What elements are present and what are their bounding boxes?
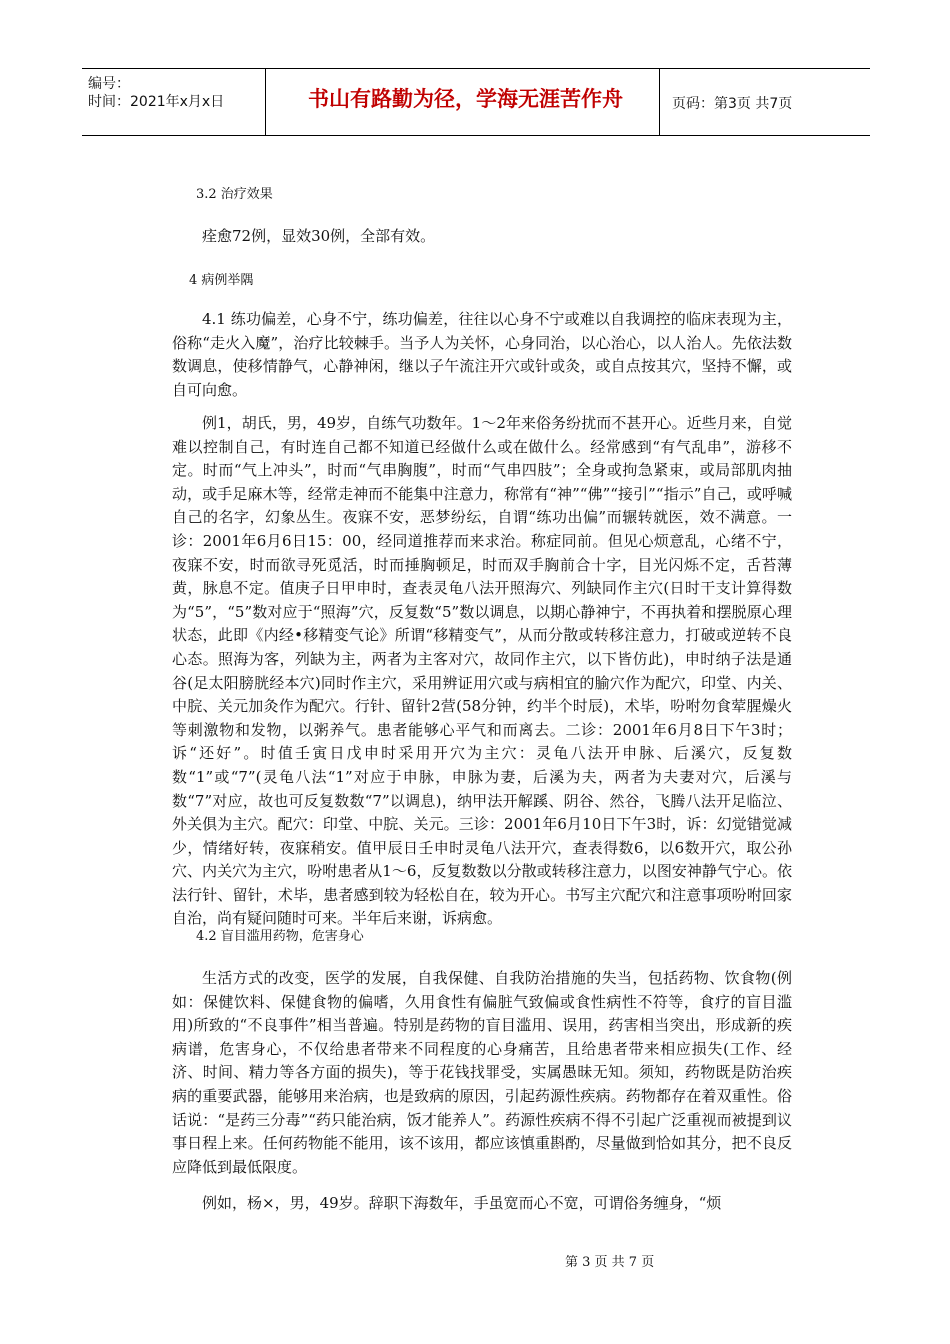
case-2-paragraph: 例如，杨×，男，49岁。辞职下海数年，手虽宽而心不宽，可谓俗务缠身，“烦 [202, 1194, 722, 1212]
section-4-1-paragraph: 4.1 练功偏差，心身不宁，练功偏差，往往以心身不宁或难以自我调控的临床表现为主，俗称“走火入魔”，治疗比较棘手。当予人为关怀，心身同治，以心治心，以人治人。先依法数数调息，使移情静气，心静神闲，继以子午流注开穴或针或灸，或自点按其穴，坚持不懈，或自可向愈。 [172, 310, 792, 399]
header-page-label: 页码：第3页 共7页 [672, 96, 793, 112]
section-4-title: 4 病例举隅 [189, 273, 254, 288]
page-header [82, 68, 870, 136]
case-1-paragraph: 例1，胡氏，男，49岁，自练气功数年。1～2年来俗务纷扰而不甚开心。近些月来，自觉难以控制自己，有时连自己都不知道已经做什么或在做什么。经常感到“有气乱串”，游移不定。时而“气上冲头”，时而“气串胸腹”，时而“气串四肢”；全身或拘急紧束，或局部肌肉抽动，或手足麻木等，经常走神而不能集中注意力，称常有“神”“佛”“接引”“指示”自己，或呼喊自己的名字，幻象丛生。夜寐不安，恶梦纷纭，自谓“练功出偏”而辗转就医，效不满意。一诊：2001年6月6日15：00，经同道推荐而来求治。称症同前。但见心烦意乱，心绪不宁，夜寐不安，时而欲寻死觅活，时而捶胸顿足，时而双手胸前合十字，目光闪烁不定，舌苔薄黄，脉息不定。值庚子日甲申时，查表灵龟八法开照海穴、列缺同作主穴(日时干支计算得数为“5”，“5”数对应于“照海”穴，反复数“5”数以调息，以期心静神宁，不再执着和摆脱原心理状态，此即《内经•移精变气论》所谓“移精变气”，从而分散或转移注意力，打破或逆转不良心态。照海为客，列缺为主，两者为主客对穴，故同作主穴，以下皆仿此)，申时纳子法是通谷(足太阳膀胱经本穴)同时作主穴，采用辨证用穴或与病相宜的腧穴作为配穴，印堂、内关、中脘、关元加灸作为配穴。行针、留针2营(58分钟，约半个时辰)，术毕，吩咐勿食荤腥燥火等刺激物和发物，以粥养气。患者能够心平气和而离去。二诊：2001年6月8日下午3时；诉“还好”。时值壬寅日戊申时采用开穴为主穴：灵龟八法开申脉、后溪穴，反复数数“1”或“7”(灵龟八法“1”对应于申脉，申脉为妻，后溪为夫，两者为夫妻对穴，后溪与数“7”对应，故也可反复数数“7”以调息)，纳甲法开解蹊、阴谷、然谷，飞腾八法开足临泣、外关俱为主穴。配穴：印堂、中脘、关元。三诊：2001年6月10日下午3时，诉：幻觉错觉减少，情绪好转，夜寐稍安。值甲辰日壬申时灵龟八法开穴，查表得数6，以6数开穴，取公孙穴、内关穴为主穴，吩咐患者从1～6，反复数数以分散或转移注意力，以图安神静气宁心。依法行针、留针，术毕，患者感到较为轻松自在，较为开心。书写主穴配穴和注意事项吩咐回家自治，尚有疑问随时可来。半年后来谢，诉病愈。 [172, 414, 792, 928]
section-4-2-title: 4.2 盲目滥用药物，危害身心 [196, 929, 364, 944]
page-footer: 第 3 页 共 7 页 [565, 1255, 655, 1270]
header-divider [659, 69, 660, 135]
date-label: 时间：2021年x月x日 [88, 94, 225, 110]
header-divider [265, 69, 266, 135]
section-3-2-title: 3.2 治疗效果 [196, 187, 273, 202]
section-4-2-paragraph: 生活方式的改变，医学的发展，自我保健、自我防治措施的失当，包括药物、饮食物(例如：保健饮料、保健食物的偏嗜，久用食性有偏脏气致偏或食性病性不符等，食疗的盲目滥用)所致的“不良事件”相当普遍。特别是药物的盲目滥用、误用，药害相当突出，形成新的疾病谱，危害身心，不仅给患者带来不同程度的心身痛苦，且给患者带来相应损失(工作、经济、时间、精力等各方面的损失)，等于花钱找罪受，实属愚昧无知。须知，药物既是防治疾病的重要武器，能够用来治病，也是致病的原因，引起药源性疾病。药物都存在着双重性。俗话说：“是药三分毒”“药只能治病，饭才能养人”。药源性疾病不得不引起广泛重视而被提到议事日程上来。任何药物能不能用，该不该用，都应该慎重斟酌，尽量做到恰如其分，把不良反应降低到最低限度。 [172, 969, 792, 1176]
section-3-2-text: 痊愈72例，显效30例，全部有效。 [202, 227, 436, 245]
doc-number-label: 编号： [88, 76, 130, 92]
header-motto: 书山有路勤为径，学海无涯苦作舟 [308, 87, 623, 111]
